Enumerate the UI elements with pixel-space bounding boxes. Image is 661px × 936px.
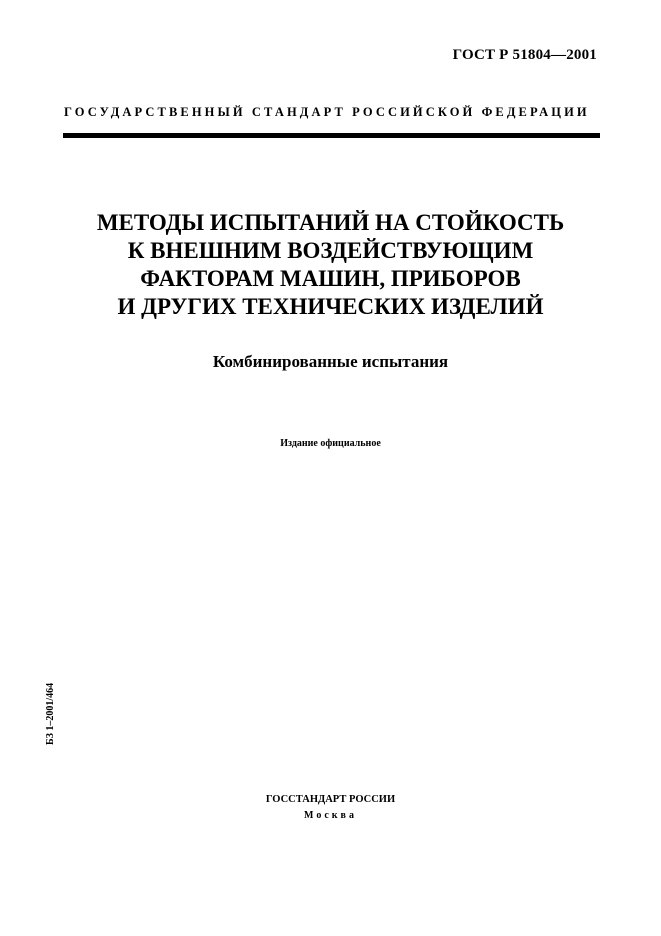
publisher-name: ГОССТАНДАРТ РОССИИ <box>265 794 396 805</box>
side-publication-code: БЗ 1–2001/464 <box>45 682 56 745</box>
state-standard-header: ГОСУДАРСТВЕННЫЙ СТАНДАРТ РОССИЙСКОЙ ФЕДЕРАЦИИ <box>64 105 590 119</box>
title-line: ФАКТОРАМ МАШИН, ПРИБОРОВ <box>140 266 521 291</box>
edition-label: Издание официальное <box>280 438 381 449</box>
page-title <box>0 209 661 321</box>
publisher-city: Москва <box>304 810 357 821</box>
title-line: И ДРУГИХ ТЕХНИЧЕСКИХ ИЗДЕЛИЙ <box>117 294 544 319</box>
page-subtitle: Комбинированные испытания <box>212 352 449 371</box>
document-code: ГОСТ Р 51804—2001 <box>452 47 597 63</box>
title-line: МЕТОДЫ ИСПЫТАНИЙ НА СТОЙКОСТЬ <box>96 210 565 235</box>
header-divider <box>63 133 600 138</box>
title-line: К ВНЕШНИМ ВОЗДЕЙСТВУЮЩИМ <box>127 238 534 263</box>
